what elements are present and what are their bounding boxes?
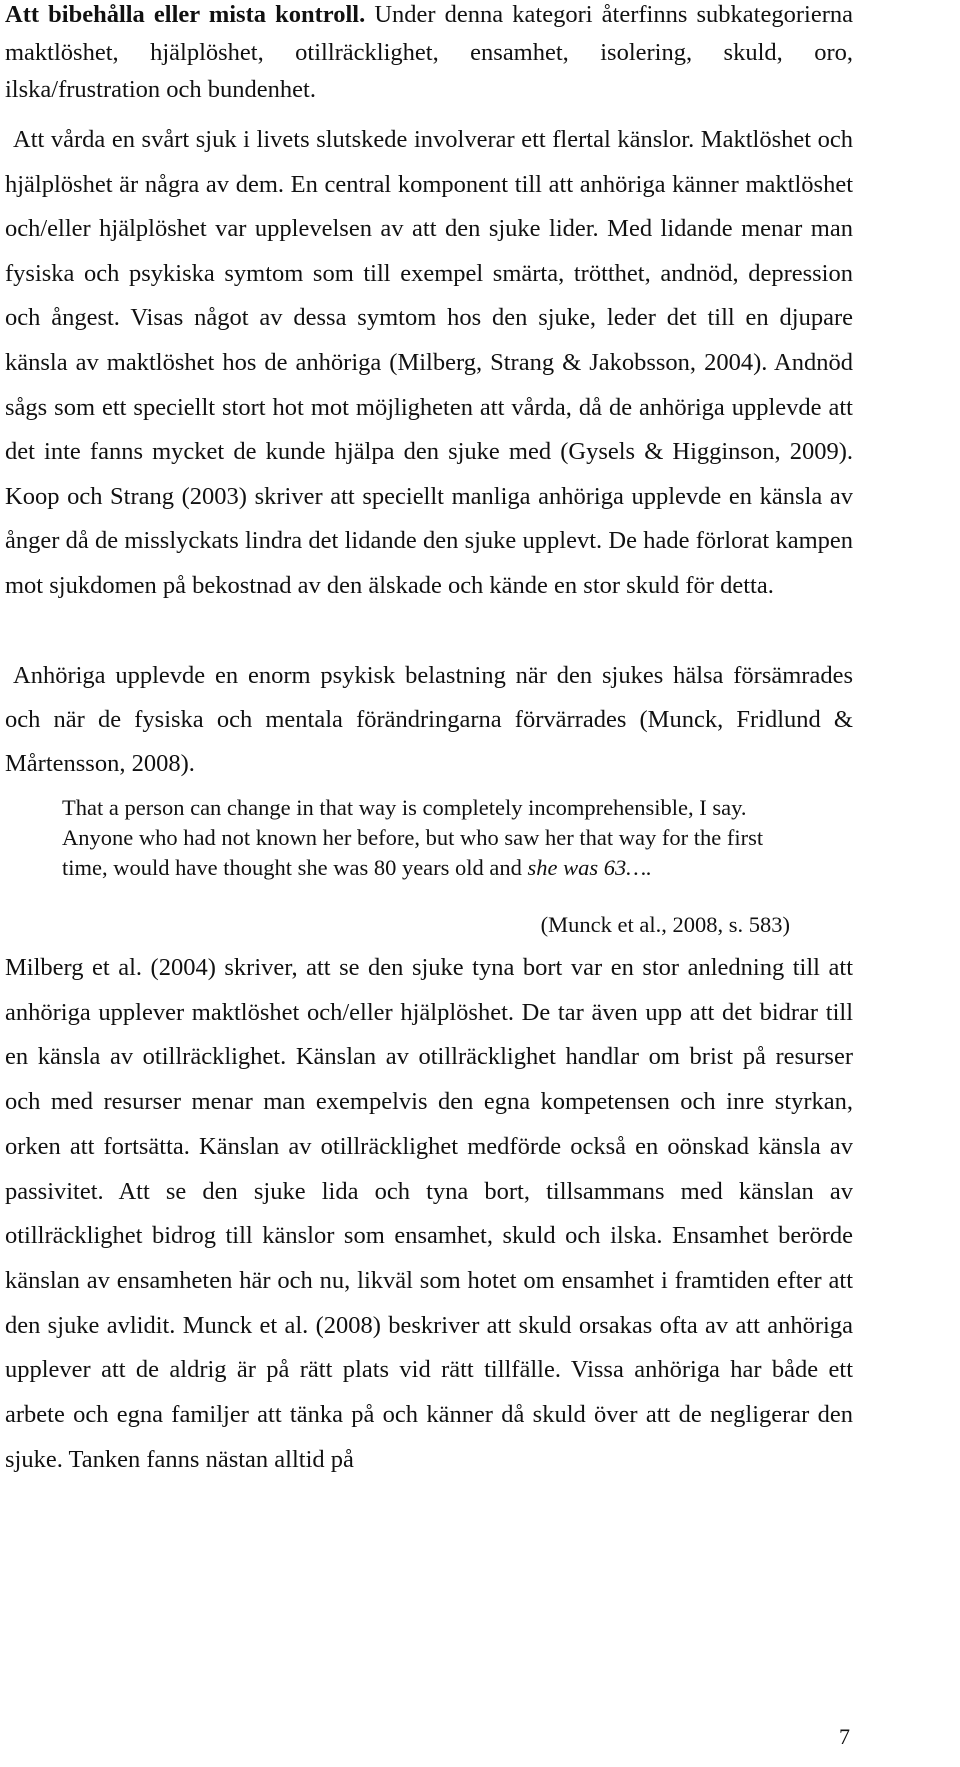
category-intro-text: Under denna kategori återfinns subkategorierna maktlöshet, hjälplöshet, otillräcklighet, ensamhet, isolering, skuld, oro, ilska/frustration och bundenhet.	[5, 1, 853, 103]
block-quote-italic: she was 63….	[527, 854, 652, 880]
quote-citation: (Munck et al., 2008, s. 583)	[540, 912, 790, 937]
page-number: 7	[839, 1724, 850, 1749]
paragraph-powerlessness: Att vårda en svårt sjuk i livets slutskede involverar ett flertal känslor. Maktlöshet och hjälplöshet är några av dem. En central komponent till att anhöriga känner maktlöshet och/eller hjälplöshet var upplevelsen av att den sjuke lider. Med lidande menar man fysiska och psykiska symtom som till exempel smärta, trötthet, andnöd, depression och ångest. Visas något av dessa symtom hos den sjuke, leder det till en djupare känsla av maktlöshet hos de anhöriga (Milberg, Strang & Jakobsson, 2004). Andnöd sågs som ett speciellt stort hot mot möjligheten att vårda, då de anhöriga upplevde att det inte fanns mycket de kunde hjälpa den sjuke med (Gysels & Higginson, 2009). Koop och Strang (2003) skriver att speciellt manliga anhöriga upplevde en känsla av ånger då de misslyckats lindra det lidande den sjuke upplevt. De hade förlorat kampen mot sjukdomen på bekostnad av den älskade och kände en stor skuld för detta.	[5, 126, 853, 599]
block-quote	[62, 793, 790, 882]
paragraph-inadequacy: Milberg et al. (2004) skriver, att se den sjuke tyna bort var en stor anledning till att anhöriga upplever maktlöshet och/eller hjälplöshet. De tar även upp att det bidrar till en känsla av otillräcklighet. Känslan av otillräcklighet handlar om brist på resurser och med resurser menar man exempelvis den egna kompetensen och inre styrkan, orken att fortsätta. Känslan av otillräcklighet medförde också en oönskad känsla av passivitet. Att se den sjuke lida och tyna bort, tillsammans med känslan av otillräcklighet bidrog till känslor som ensamhet, skuld och ilska. Ensamhet berörde känslan av ensamheten här och nu, likväl som hotet om ensamhet i framtiden efter att den sjuke avlidit. Munck et al. (2008) beskriver att skuld orsakas ofta av att anhöriga upplever att de aldrig är på rätt plats vid rätt tillfälle. Vissa anhöriga har både ett arbete och egna familjer att tänka på och känner då skuld över att de negligerar den sjuke. Tanken fanns nästan alltid på	[5, 954, 853, 1473]
category-heading: Att bibehålla eller mista kontroll.	[5, 1, 366, 28]
paragraph-category-intro	[5, 0, 853, 109]
paragraph-psychological-burden: Anhöriga upplevde en enorm psykisk belastning när den sjukes hälsa försämrades och när de fysiska och mentala förändringarna förvärrades (Munck, Fridlund & Mårtensson, 2008).	[5, 662, 853, 778]
block-quote-text: That a person can change in that way is completely incomprehensible, I say. Anyone who had not known her before, but who saw her that way for the first time, would have thought she was 80 years old and	[62, 795, 764, 880]
